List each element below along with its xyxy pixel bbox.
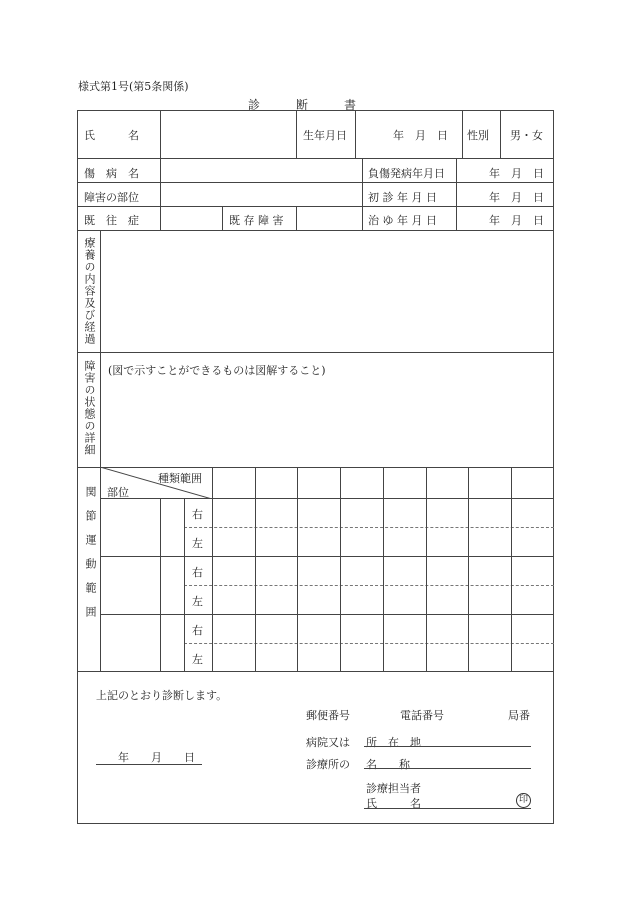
treatment-label: 療養の内容及び経過 (83, 237, 96, 345)
phone-suffix: 局番 (508, 709, 530, 722)
col-divider (160, 110, 161, 230)
col-divider (500, 110, 501, 158)
history-label: 既 往 症 (84, 214, 139, 227)
rom-dashed-divider (184, 643, 554, 644)
hospital-label: 病院又は (306, 736, 350, 749)
row-divider (77, 230, 554, 231)
disability-site-label: 障害の部位 (84, 191, 139, 204)
rom-row-divider (100, 498, 554, 499)
name-label: 氏 名 (84, 129, 139, 142)
col-divider (362, 158, 363, 230)
doctor-underline (364, 808, 531, 809)
rom-row-divider (100, 556, 554, 557)
rom-left-label: 左 (192, 595, 203, 608)
rom-type-header: 種類範囲 (158, 472, 202, 485)
rom-dashed-divider (184, 585, 554, 586)
injury-label: 傷 病 名 (84, 167, 139, 180)
statement: 上記のとおり診断します。 (96, 689, 228, 702)
facility-underline (364, 768, 531, 769)
rom-label: 関節運動範囲 (84, 486, 97, 630)
col-divider (456, 158, 457, 230)
clinic-label: 診療所の (306, 758, 350, 771)
rom-site-header: 部位 (107, 486, 129, 499)
row-divider (77, 206, 554, 207)
rom-col-divider (212, 467, 213, 671)
document-title: 診 断 書 (248, 98, 357, 112)
condition-note: (図で示すことができるものは図解すること) (108, 364, 326, 377)
first-visit-label: 初 診 年 月 日 (368, 191, 437, 204)
phone-label: 電話番号 (400, 709, 444, 722)
col-divider (100, 230, 101, 671)
date-underline (96, 764, 202, 765)
rom-row-divider (100, 614, 554, 615)
rom-dashed-divider (184, 527, 554, 528)
birthdate-label: 生年月日 (303, 129, 347, 142)
diagnosis-date: 年 月 日 (118, 751, 195, 764)
rom-left-label: 左 (192, 537, 203, 550)
first-visit-value: 年 月 日 (489, 191, 544, 204)
rom-col-divider (297, 467, 298, 671)
cure-label: 治 ゆ 年 月 日 (368, 214, 437, 227)
rom-col-divider (511, 467, 512, 671)
rom-col-divider (340, 467, 341, 671)
col-divider (296, 110, 297, 158)
doctor-label: 診療担当者 (366, 782, 421, 795)
rom-right-label: 右 (192, 508, 203, 521)
postal-label: 郵便番号 (306, 709, 350, 722)
col-divider (355, 110, 356, 158)
row-divider (77, 182, 554, 183)
address-label: 所 在 地 (366, 736, 421, 749)
row-divider (77, 158, 554, 159)
col-divider (462, 110, 463, 158)
sex-label: 性別 (467, 129, 489, 142)
rom-right-label: 右 (192, 566, 203, 579)
seal-icon: 印 (516, 793, 531, 808)
col-divider (222, 206, 223, 230)
form-number: 様式第1号(第5条関係) (78, 80, 189, 93)
rom-col-divider (426, 467, 427, 671)
address-underline (364, 746, 531, 747)
rom-left-label: 左 (192, 653, 203, 666)
col-divider (296, 206, 297, 230)
rom-col-divider (255, 467, 256, 671)
doctor-name-label: 氏 名 (366, 797, 421, 810)
rom-col-divider (184, 498, 185, 671)
condition-label: 障害の状態の詳細 (83, 360, 96, 456)
cure-value: 年 月 日 (489, 214, 544, 227)
facility-name-label: 名 称 (366, 758, 410, 771)
rom-right-label: 右 (192, 624, 203, 637)
rom-col-divider (160, 498, 161, 671)
onset-value: 年 月 日 (489, 167, 544, 180)
birthdate-value: 年 月 日 (393, 129, 448, 142)
row-divider (77, 352, 554, 353)
existing-disability-label: 既 存 障 害 (229, 214, 284, 227)
onset-label: 負傷発病年月日 (368, 167, 445, 180)
rom-col-divider (468, 467, 469, 671)
row-divider (77, 671, 554, 672)
rom-col-divider (383, 467, 384, 671)
sex-value: 男・女 (510, 129, 543, 142)
